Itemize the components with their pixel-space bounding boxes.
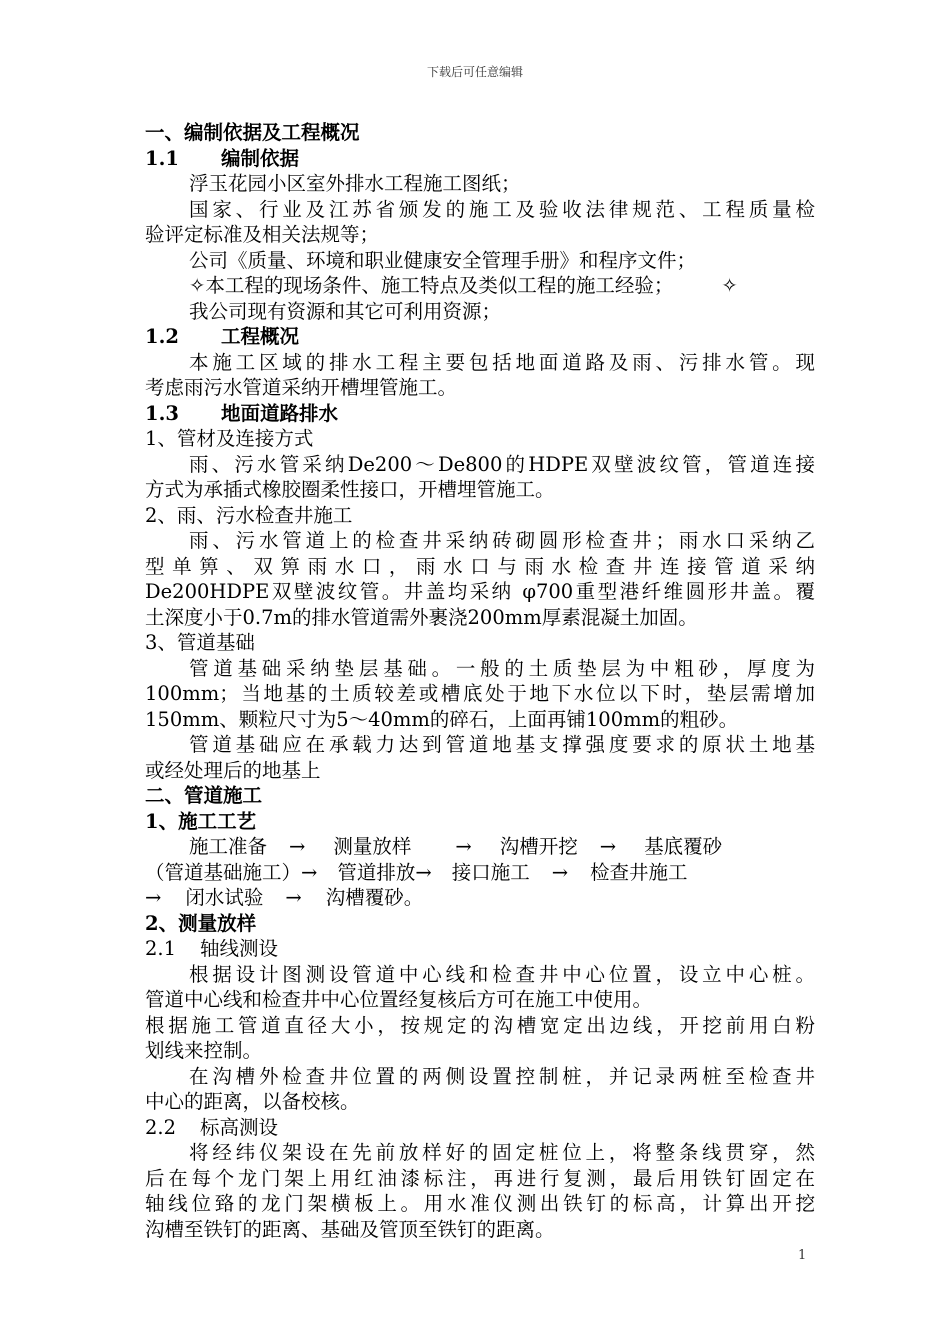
paragraph-line: 沟槽至铁钉的距离、基础及管顶至铁钉的距离。 [145,1217,555,1241]
bullet-text: ✧本工程的现场条件、施工特点及类似工程的施工经验； [189,274,674,297]
item-heading: 1、施工工艺 [145,809,257,833]
paragraph-line: 方式为承插式橡胶圈柔性接口，开槽埋管施工。 [145,478,555,501]
subsection-1-3-heading [145,401,815,427]
page-number: 1 [798,1248,807,1263]
bullet-icon: ✧ [721,274,738,297]
paragraph-line: 雨、污水管采纳De200～De800的HDPE双壁波纹管，管道连接 [189,452,815,476]
paragraph-line: 浮玉花园小区室外排水工程施工图纸； [189,172,521,195]
flow-step: 沟槽开挖 [499,835,578,858]
paragraph-line [145,273,815,299]
arrow-icon: → [455,835,472,858]
item-heading: 2、测量放样 [145,911,257,935]
paragraph-line: 管道基础应在承载力达到管道地基支撑强度要求的原状土地基 [189,733,815,756]
subsection-number: 1.1 [145,146,179,170]
item-heading: 2、雨、污水检查井施工 [145,503,353,527]
flow-step: 闭水试验 [185,886,264,909]
paragraph-line: 考虑雨污水管道采纳开槽埋管施工。 [145,376,458,399]
process-flow-line [145,885,815,911]
subsection-title: 编制依据 [221,146,300,170]
paragraph-line: 国家、行业及江苏省颁发的施工及验收法律规范、工程质量检 [189,197,815,221]
paragraph-line: 将经纬仪架设在先前放样好的固定桩位上，将整条线贯穿，然 [189,1141,815,1164]
subsection-number: 1.3 [145,401,179,425]
process-flow-line [145,834,815,860]
paragraph-line: 公司《质量、环境和职业健康安全管理手册》和程序文件； [189,248,697,272]
arrow-icon: → [551,860,569,884]
subsection-title: 标高测设 [200,1115,279,1139]
subsection-1-2-heading [145,324,815,350]
arrow-icon: → [599,835,617,858]
item-heading: 1、管材及连接方式 [145,427,314,450]
paragraph-line: 验评定标准及相关法规等； [145,223,380,246]
paragraph-line: 划线来控制。 [145,1039,263,1062]
paragraph-line: 在沟槽外检查井位置的两侧设置控制桩，并记录两桩至检查井 [189,1064,815,1088]
item-heading: 3、管道基础 [145,631,255,654]
paragraph-line: 管道中心线和检查井中心位置经复核后方可在施工中使用。 [145,988,653,1011]
section-2-heading: 二、管道施工 [145,784,263,807]
page-header: 下载后可任意编辑 [426,65,523,79]
subsection-title: 轴线测设 [200,937,279,960]
paragraph-line: 型单箅、双箅雨水口，雨水口与雨水检查井连接管道采纳 [145,554,815,578]
subsection-1-1-heading [145,146,815,172]
document-body [145,120,815,1242]
paragraph-line: 根据设计图测设管道中心线和检查井中心位置，设立中心桩。 [189,962,815,986]
subsection-number: 2.1 [145,937,177,960]
flow-step: （管道基础施工）→ [145,860,318,884]
paragraph-line: 我公司现有资源和其它可利用资源； [189,299,502,323]
paragraph-line: 雨、污水管道上的检查井采纳砖砌圆形检查井；雨水口采纳乙 [189,529,815,552]
paragraph-line: 管道基础采纳垫层基础。一般的土质垫层为中粗砂，厚度为 [189,656,815,680]
paragraph-line: 根据施工管道直径大小，按规定的沟槽宽定出边线，开挖前用白粉 [145,1013,815,1037]
paragraph-line: 或经处理后的地基上 [145,758,321,782]
process-flow-line [145,860,815,886]
paragraph-line: 轴线位臵的龙门架横板上。用水准仪测出铁钉的标高，计算出开挖 [145,1192,815,1215]
arrow-icon: → [289,835,306,858]
arrow-icon: → [285,886,302,909]
flow-step: 测量放样 [333,835,412,858]
subsection-number: 2.2 [145,1115,177,1139]
flow-step: 施工准备 [189,835,268,858]
paragraph-line: 本施工区域的排水工程主要包括地面道路及雨、污排水管。现 [189,350,815,374]
flow-step: 基底覆砂 [644,835,723,858]
arrow-icon: → [145,886,162,909]
subsection-title: 工程概况 [221,325,300,348]
paragraph-line: 后在每个龙门架上用红油漆标注，再进行复测，最后用铁钉固定在 [145,1166,815,1190]
flow-step: 检查井施工 [590,860,688,884]
subsection-2-2-heading [145,1115,815,1141]
subsection-number: 1.2 [145,325,179,348]
flow-step: 接口施工 [451,860,530,884]
paragraph-line: 100mm；当地基的土质较差或槽底处于地下水位以下时，垫层需增加 [145,682,815,705]
flow-step: 管道排放→ [337,860,432,884]
paragraph-line: De200HDPE双壁波纹管。井盖均采纳 φ700重型港纤维圆形井盖。覆 [145,580,815,603]
paragraph-line: 土深度小于0.7m的排水管道需外裹浇200mm厚素混凝土加固。 [145,605,698,629]
subsection-2-1-heading [145,936,815,962]
section-1-heading: 一、编制依据及工程概况 [145,121,360,144]
paragraph-line: 中心的距离，以备校核。 [145,1090,360,1113]
paragraph-line: 150mm、颗粒尺寸为5～40mm的碎石，上面再铺100mm的粗砂。 [145,707,739,731]
flow-step: 沟槽覆砂。 [325,886,424,909]
subsection-title: 地面道路排水 [221,401,339,425]
